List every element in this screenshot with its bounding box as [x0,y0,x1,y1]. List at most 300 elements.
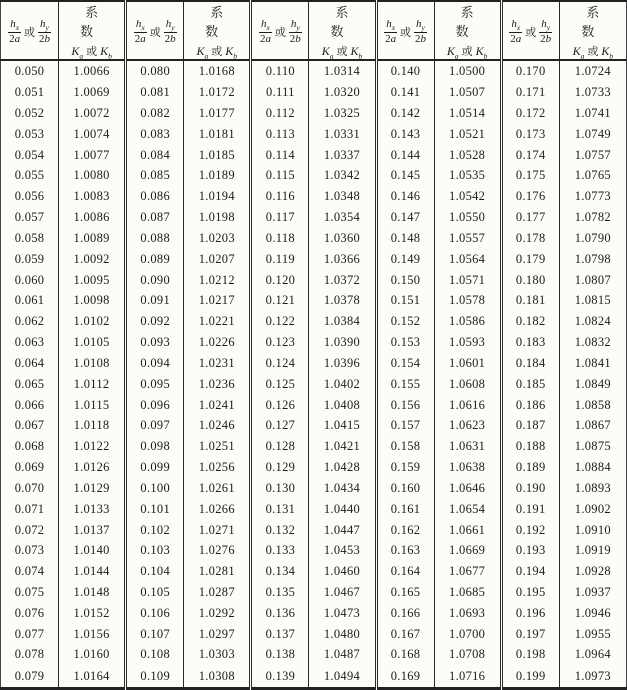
ratio-cell: 0.094 [126,353,184,374]
two-digit: 2 [510,32,516,45]
or-text: 或 [461,45,473,58]
table-row [1,436,627,457]
coefficient-cell: 1.0875 [574,439,611,454]
ratio-cell: 0.158 [376,436,434,457]
ratio-cell: 0.069 [1,457,59,478]
coefficient-title: 系 数 [455,6,484,40]
coefficient-cell: 1.0453 [309,540,376,561]
coefficient-cell: 1.0557 [434,228,501,249]
coefficient-cell: 1.0601 [434,353,501,374]
coefficient-cell: 1.0172 [184,82,251,103]
coefficient-cell: 1.0148 [59,582,126,603]
h-symbol: h [416,17,422,30]
coefficient-cell: 1.0447 [309,520,376,541]
table-row [1,665,627,688]
coefficient-cell: 1.0487 [309,645,376,666]
b-subscript: b [609,51,614,61]
coefficient-column-header [309,1,376,60]
ratio-cell: 0.065 [1,374,59,395]
coefficient-cell: 1.0077 [59,145,126,166]
ratio-cell: 0.148 [376,228,434,249]
coefficient-cell: 1.0092 [59,249,126,270]
coefficient-cell: 1.0160 [59,645,126,666]
ka-symbol: K [71,44,80,58]
coefficient-cell: 1.0083 [59,186,126,207]
ratio-cell: 0.096 [126,395,184,416]
a-subscript: a [79,51,84,61]
table-row [1,415,627,436]
coefficient-title: 系 数 [205,6,234,40]
coefficient-cell: 1.0893 [574,480,611,495]
ratio-cell: 0.128 [251,436,309,457]
ratio-cell: 0.183 [501,332,559,353]
ratio-cell: 0.067 [1,415,59,436]
ratio-cell: 0.157 [376,415,434,436]
coefficient-cell: 1.0733 [574,85,611,100]
ratio-cell: 0.181 [501,291,559,312]
coefficient-cell: 1.0236 [184,374,251,395]
fraction-hy-over-2b [539,19,552,45]
ratio-cell: 0.113 [251,124,309,145]
ratio-cell: 0.110 [251,60,309,82]
coefficient-cell: 1.0342 [309,166,376,187]
a-symbol: a [14,32,21,45]
coefficient-cell: 1.0396 [309,353,376,374]
ratio-cell: 0.066 [1,395,59,416]
coefficient-cell: 1.0221 [184,311,251,332]
b-symbol: b [44,32,50,45]
b-symbol: b [420,32,426,45]
ratio-cell: 0.143 [376,124,434,145]
coefficient-cell: 1.0849 [574,376,611,391]
ratio-cell: 0.189 [501,457,559,478]
ratio-cell: 0.103 [126,540,184,561]
ratio-cell: 0.166 [376,603,434,624]
h-symbol: h [10,17,16,30]
ratio-cell: 0.109 [126,665,184,688]
ratio-cell: 0.102 [126,520,184,541]
ratio-cell: 0.064 [1,353,59,374]
fraction-hy-over-2b [414,19,427,45]
coefficient-cell: 1.0189 [184,166,251,187]
ratio-cell: 0.108 [126,645,184,666]
table-row [1,291,627,312]
coefficient-cell: 1.0140 [59,540,126,561]
coefficient-cell: 1.0749 [574,126,611,141]
ratio-cell: 0.075 [1,582,59,603]
ratio-cell: 0.182 [501,311,559,332]
coefficient-cell: 1.0331 [309,124,376,145]
coefficient-cell: 1.0790 [574,230,611,245]
ratio-cell: 0.198 [501,645,559,666]
coefficient-cell: 1.0716 [434,665,501,688]
coefficient-cell: 1.0118 [59,415,126,436]
coefficient-cell: 1.0542 [434,186,501,207]
ratio-cell: 0.197 [501,624,559,645]
ratio-cell: 0.104 [126,561,184,582]
ratio-cell: 0.121 [251,291,309,312]
ratio-cell: 0.173 [501,124,559,145]
coefficient-cell: 1.0112 [59,374,126,395]
ratio-cell: 0.174 [501,145,559,166]
coefficient-cell: 1.0271 [184,520,251,541]
ratio-cell: 0.063 [1,332,59,353]
ratio-cell: 0.114 [251,145,309,166]
coefficient-cell: 1.0415 [309,415,376,436]
x-subscript: x [15,23,20,33]
coefficient-cell: 1.0122 [59,436,126,457]
b-symbol: b [295,32,301,45]
coefficient-cell: 1.0095 [59,270,126,291]
fraction-hx-over-2a [259,19,272,45]
x-subscript: x [516,23,521,33]
two-digit: 2 [385,32,391,45]
h-symbol: h [386,17,392,30]
fraction-hy-over-2b [289,19,302,45]
ratio-cell: 0.098 [126,436,184,457]
coefficient-cell: 1.0693 [434,603,501,624]
ratio-cell: 0.092 [126,311,184,332]
ratio-cell: 0.082 [126,103,184,124]
coefficient-cell: 1.0910 [574,522,611,537]
b-subscript: b [233,51,238,61]
two-digit: 2 [134,32,141,45]
ratio-cell: 0.111 [251,82,309,103]
coefficient-cell: 1.0623 [434,415,501,436]
ratio-cell: 0.162 [376,520,434,541]
h-symbol: h [165,17,172,30]
ratio-cell: 0.115 [251,166,309,187]
ratio-cell: 0.134 [251,561,309,582]
ratio-cell: 0.131 [251,499,309,520]
ratio-cell: 0.154 [376,353,434,374]
ratio-cell: 0.055 [1,166,59,187]
coefficient-cell: 1.0372 [309,270,376,291]
table-row [1,249,627,270]
coefficient-cell: 1.0593 [434,332,501,353]
ka-symbol: K [321,44,330,58]
ratio-column-header [501,1,559,60]
ratio-cell: 0.177 [501,207,559,228]
ratio-cell: 0.097 [126,415,184,436]
coefficient-cell: 1.0440 [309,499,376,520]
coefficient-cell: 1.0902 [574,501,611,516]
table-row [1,540,627,561]
ratio-cell: 0.125 [251,374,309,395]
table-row [1,478,627,499]
ratio-cell: 0.153 [376,332,434,353]
ratio-cell: 0.127 [251,415,309,436]
ratio-cell: 0.107 [126,624,184,645]
coefficient-cell: 1.0251 [184,436,251,457]
coefficient-cell: 1.0638 [434,457,501,478]
coefficient-cell: 1.0378 [309,291,376,312]
ratio-cell: 0.168 [376,645,434,666]
ratio-cell: 0.171 [501,82,559,103]
ratio-cell: 0.060 [1,270,59,291]
a-symbol: a [140,32,146,45]
ratio-cell: 0.073 [1,540,59,561]
coefficient-cell: 1.0133 [59,499,126,520]
coefficient-cell: 1.0168 [184,60,251,82]
or-text: 或 [274,26,286,39]
ratio-cell: 0.145 [376,166,434,187]
table-row [1,499,627,520]
coefficient-cell: 1.0608 [434,374,501,395]
coefficient-cell: 1.0654 [434,499,501,520]
coefficient-cell: 1.0354 [309,207,376,228]
coefficient-cell: 1.0080 [59,166,126,187]
ratio-cell: 0.080 [126,60,184,82]
coefficient-cell: 1.0314 [309,60,376,82]
coefficient-cell: 1.0550 [434,207,501,228]
two-digit: 2 [289,32,296,45]
ratio-cell: 0.147 [376,207,434,228]
table-row [1,186,627,207]
coefficient-title: 系 数 [581,6,610,40]
or-text: 或 [24,26,36,39]
y-subscript: y [296,23,300,33]
coefficient-cell: 1.0946 [574,605,611,620]
ratio-cell: 0.133 [251,540,309,561]
b-symbol: b [170,32,176,45]
coefficient-cell: 1.0185 [184,145,251,166]
coefficient-cell: 1.0646 [434,478,501,499]
coefficient-cell: 1.0066 [59,60,126,82]
coefficient-cell: 1.0276 [184,540,251,561]
table-row [1,270,627,291]
coefficient-cell: 1.0144 [59,561,126,582]
coefficient-cell: 1.0115 [59,395,126,416]
coefficient-cell: 1.0815 [574,293,611,308]
table-row [1,395,627,416]
ratio-cell: 0.144 [376,145,434,166]
coefficient-cell: 1.0937 [574,585,611,599]
coefficient-cell: 1.0928 [574,564,611,579]
table-row [1,353,627,374]
ratio-cell: 0.105 [126,582,184,603]
coefficient-cell: 1.0578 [434,291,501,312]
kb-symbol: K [100,44,109,58]
ratio-cell: 0.062 [1,311,59,332]
coefficient-cell: 1.0661 [434,520,501,541]
table-row [1,603,627,624]
ratio-cell: 0.196 [501,603,559,624]
y-subscript: y [171,23,175,33]
ratio-cell: 0.050 [1,60,59,82]
y-subscript: y [421,23,425,33]
coefficient-cell: 1.0164 [59,665,126,688]
coefficient-cell: 1.0360 [309,228,376,249]
coefficient-cell: 1.0102 [59,311,126,332]
ratio-cell: 0.194 [501,561,559,582]
coefficient-cell: 1.0535 [434,166,501,187]
fraction-hx-over-2a [134,19,147,45]
ratio-cell: 0.129 [251,457,309,478]
coefficient-title: 系 数 [80,6,109,40]
ratio-cell: 0.054 [1,145,59,166]
ratio-cell: 0.052 [1,103,59,124]
ratio-cell: 0.142 [376,103,434,124]
coefficient-symbols [309,43,374,59]
coefficient-cell: 1.0494 [309,665,376,688]
ratio-cell: 0.141 [376,82,434,103]
coefficient-cell: 1.0126 [59,457,126,478]
ratio-cell: 0.161 [376,499,434,520]
coefficient-cell: 1.0919 [574,543,611,558]
coefficient-cell: 1.0807 [574,272,611,287]
ratio-cell: 0.100 [126,478,184,499]
coefficient-cell: 1.0246 [184,415,251,436]
table-row [1,60,627,82]
coefficient-cell: 1.0832 [574,335,611,350]
ratio-cell: 0.059 [1,249,59,270]
table-row [1,332,627,353]
ratio-cell: 0.187 [501,415,559,436]
ratio-cell: 0.101 [126,499,184,520]
ratio-cell: 0.195 [501,582,559,603]
ratio-column-header [251,1,309,60]
two-digit: 2 [259,32,266,45]
ratio-cell: 0.081 [126,82,184,103]
coefficient-cell: 1.0741 [574,105,611,120]
ratio-cell: 0.126 [251,395,309,416]
table-row [1,645,627,666]
x-subscript: x [141,23,145,33]
table-row [1,520,627,541]
coefficient-cell: 1.0241 [184,395,251,416]
fraction-hx-over-2a [509,19,522,45]
ratio-cell: 0.085 [126,166,184,187]
ka-symbol: K [572,44,581,58]
ratio-cell: 0.140 [376,60,434,82]
coefficient-cell: 1.0421 [309,436,376,457]
y-subscript: y [546,23,551,33]
a-symbol: a [265,32,271,45]
coefficient-column-header [184,1,251,60]
coefficient-cell: 1.0256 [184,457,251,478]
ratio-column-header [126,1,184,60]
ratio-cell: 0.053 [1,124,59,145]
ratio-cell: 0.057 [1,207,59,228]
ratio-cell: 0.149 [376,249,434,270]
table-row [1,103,627,124]
ratio-cell: 0.120 [251,270,309,291]
coefficient-cell: 1.0194 [184,186,251,207]
coefficient-cell: 1.0297 [184,624,251,645]
coefficient-cell: 1.0708 [434,645,501,666]
coefficient-cell: 1.0700 [434,624,501,645]
coefficient-cell: 1.0528 [434,145,501,166]
coefficient-cell: 1.0086 [59,207,126,228]
fraction-hy-over-2b [164,19,177,45]
ratio-cell: 0.188 [501,436,559,457]
coefficient-cell: 1.0841 [574,355,611,370]
a-subscript: a [580,51,585,61]
coefficient-cell: 1.0631 [434,436,501,457]
coefficient-cell: 1.0156 [59,624,126,645]
coefficient-cell: 1.0072 [59,103,126,124]
coefficient-cell: 1.0858 [574,397,611,412]
b-symbol: b [545,32,552,45]
ratio-cell: 0.170 [501,60,559,82]
ratio-cell: 0.058 [1,228,59,249]
two-digit: 2 [540,32,546,45]
coefficient-cell: 1.0434 [309,478,376,499]
two-digit: 2 [9,32,15,45]
ratio-cell: 0.118 [251,228,309,249]
coefficient-cell: 1.0074 [59,124,126,145]
x-subscript: x [391,23,396,33]
ratio-cell: 0.130 [251,478,309,499]
coefficient-cell: 1.0669 [434,540,501,561]
ratio-cell: 0.123 [251,332,309,353]
coefficient-cell: 1.0867 [574,418,611,433]
ratio-cell: 0.068 [1,436,59,457]
coefficient-cell: 1.0152 [59,603,126,624]
or-text: 或 [149,26,161,39]
ratio-cell: 0.156 [376,395,434,416]
two-digit: 2 [414,32,421,45]
ratio-cell: 0.077 [1,624,59,645]
a-symbol: a [515,32,522,45]
ratio-cell: 0.093 [126,332,184,353]
coefficient-cell: 1.0500 [434,60,501,82]
ratio-cell: 0.061 [1,291,59,312]
coefficient-cell: 1.0408 [309,395,376,416]
coefficient-cell: 1.0226 [184,332,251,353]
ratio-cell: 0.091 [126,291,184,312]
or-text: 或 [86,45,98,58]
b-subscript: b [358,51,363,61]
coefficient-column-header [59,1,126,60]
table-row [1,228,627,249]
coefficient-cell: 1.0069 [59,82,126,103]
b-subscript: b [108,51,112,61]
coefficient-cell: 1.0586 [434,311,501,332]
table-row [1,624,627,645]
coefficient-cell: 1.0973 [574,668,611,683]
table-row [1,561,627,582]
coefficient-cell: 1.0181 [184,124,251,145]
coefficient-cell: 1.0337 [309,145,376,166]
ka-symbol: K [446,44,455,58]
table-row [1,166,627,187]
ratio-cell: 0.155 [376,374,434,395]
coefficient-cell: 1.0521 [434,124,501,145]
ratio-cell: 0.146 [376,186,434,207]
ratio-cell: 0.165 [376,582,434,603]
two-digit: 2 [164,32,171,45]
table-row [1,124,627,145]
coefficient-cell: 1.0390 [309,332,376,353]
coefficient-cell: 1.0685 [434,582,501,603]
table-row [1,374,627,395]
table-row [1,582,627,603]
fraction-hy-over-2b [38,19,51,45]
ratio-cell: 0.089 [126,249,184,270]
coefficient-cell: 1.0266 [184,499,251,520]
ratio-cell: 0.193 [501,540,559,561]
coefficient-cell: 1.0884 [574,460,611,475]
ratio-cell: 0.152 [376,311,434,332]
or-text: 或 [400,26,412,39]
coefficient-cell: 1.0308 [184,665,251,688]
ratio-cell: 0.139 [251,665,309,688]
coefficient-cell: 1.0473 [309,603,376,624]
coefficient-cell: 1.0325 [309,103,376,124]
or-text: 或 [211,45,223,58]
